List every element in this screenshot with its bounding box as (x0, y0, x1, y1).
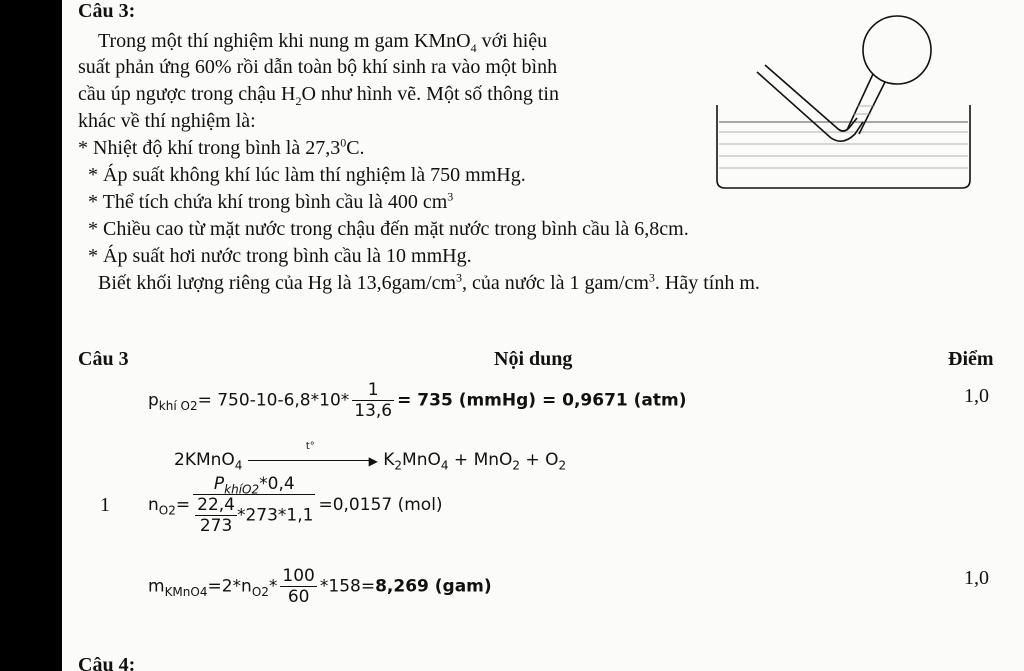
bullet-height: * Chiều cao từ mặt nước trong chậu đến mặt nước trong bình cầu là 6,8cm. (88, 218, 689, 240)
paragraph-line-3: cầu úp ngược trong chậu $H_2O$ như hình vẽ. Một số thông tin (78, 83, 559, 108)
paragraph-line-2: suất phản ứng 60% rồi dẫn toàn bộ khí sinh ra vào một bình (78, 56, 558, 78)
pressure-equation: $p_{khí O2}= 750-10-6,8*10*$ $\frac{1}{13,6}$ = 735 (mmHg) = 0,9671 (atm) (148, 380, 687, 421)
question-heading: Câu 3: (78, 0, 136, 22)
reaction-equation: 2KMnO$_4$ ▶ t° $K_2MnO_4 + MnO_2 + O_2$ (174, 441, 567, 473)
moles-fraction: $P_{khíO2}*0,4$ $\frac{22,4}{273}$ *273*1,1 (193, 474, 315, 536)
table-header-question: Câu 3 (78, 348, 129, 370)
flask-neck (847, 74, 885, 134)
score-2: 1,0 (964, 567, 989, 589)
bullet-volume: * Thể tích chứa khí trong bình cầu là 400 $cm^3$ (88, 189, 454, 213)
next-question-heading: Câu 4: (78, 654, 136, 671)
document-page (62, 0, 1024, 671)
delivery-tube-outer (757, 72, 863, 141)
given-densities: Biết khối lượng riêng của Hg là $13,6gam/cm^3$, của nước là 1 gam/$cm^3$. Hãy tính m. (98, 270, 760, 294)
mass-equation: $m_{KMnO4}=2*n_{O2}*$ $\frac{100}{60}$ *158=8,269 (gam) (148, 566, 492, 607)
fraction-100-over-60: $\frac{100}{60}$ (282, 566, 315, 607)
fraction-1-over-13-6: $\frac{1}{13,6}$ (354, 380, 393, 421)
row-number: 1 (100, 494, 110, 516)
bullet-temperature: * Nhiệt độ khí trong bình là 27,3$^0$C. (78, 135, 365, 159)
trough-outline (717, 105, 970, 188)
table-header-content: Nội dung (494, 348, 573, 370)
moles-equation: $n_{O2}=$ $P_{khíO2}*0,4$ $\frac{22,4}{273}$ *273*1,1 =0,0157 (mol) (148, 474, 443, 536)
table-header-score: Điểm (948, 348, 994, 370)
paragraph-line-1: Trong một thí nghiệm khi nung m gam KMnO$_4$ với hiệu (98, 30, 548, 55)
bullet-air-pressure: * Áp suất không khí lúc làm thí nghiệm là 750 mmHg. (88, 164, 526, 186)
round-flask (863, 16, 931, 84)
bullet-vapor-pressure: * Áp suất hơi nước trong bình cầu là 10 mmHg. (88, 245, 472, 267)
score-1: 1,0 (964, 385, 989, 407)
reaction-arrow: ▶ t° (248, 453, 378, 467)
apparatus-diagram (707, 10, 977, 195)
paragraph-line-4: khác về thí nghiệm là: (78, 110, 256, 132)
